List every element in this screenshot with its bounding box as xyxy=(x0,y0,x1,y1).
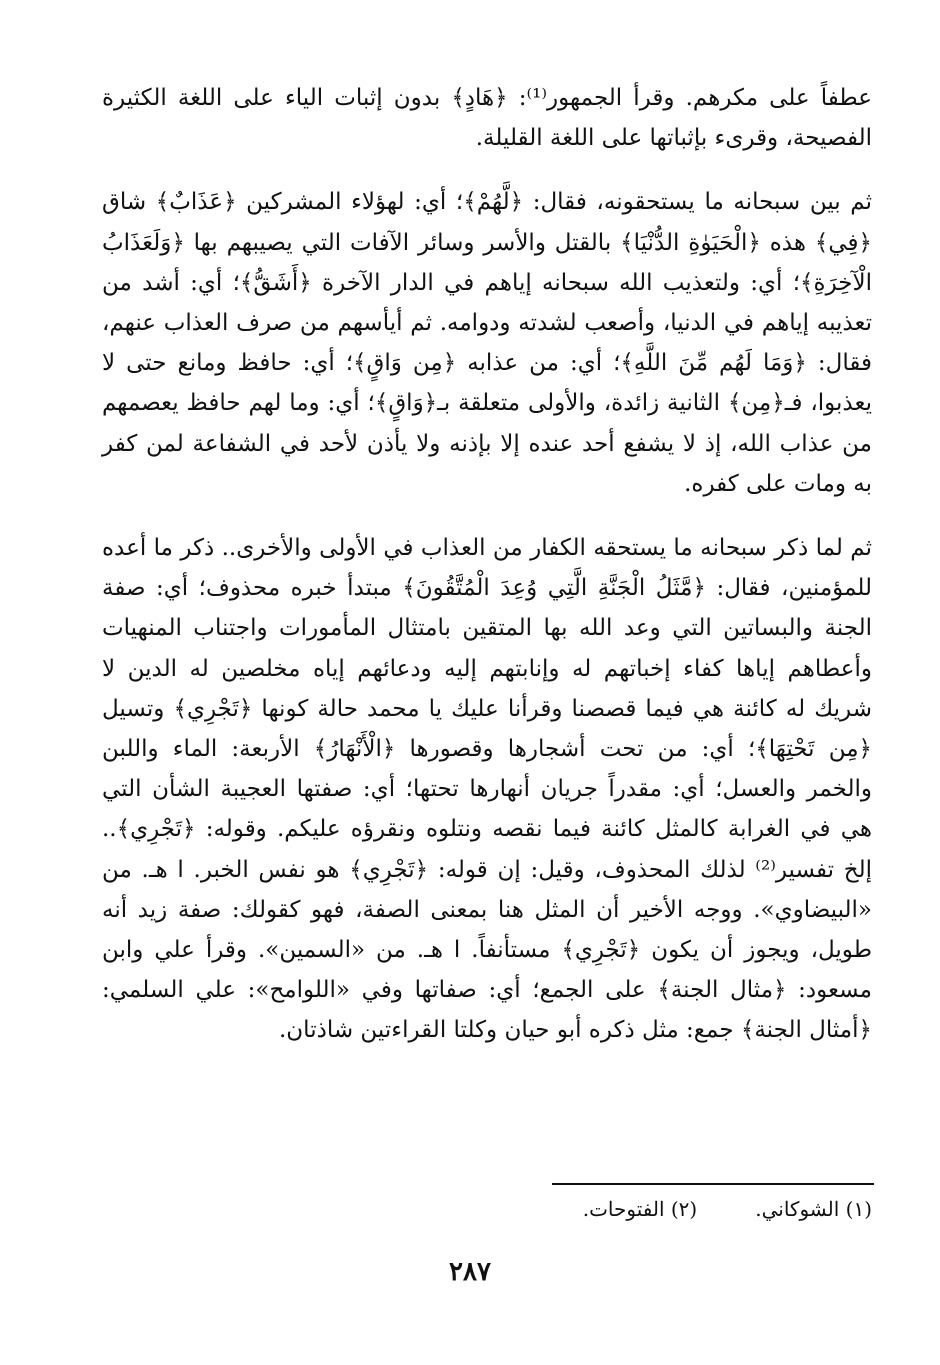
footnote-1: (١) الشوكاني. xyxy=(755,1197,872,1221)
paragraph-1: عطفاً على مكرهم. وقرأ الجمهور⁽¹⁾: ﴿هَادٍ﴾ بدون إثبات الياء على اللغة الكثيرة الفصيحة، وقرىء بإثباتها على اللغة القليلة. xyxy=(102,85,872,152)
footnote-2: (٢) الفتوحات. xyxy=(582,1197,698,1221)
page-number: ٢٨٧ xyxy=(449,1257,491,1287)
paragraph-3: ثم لما ذكر سبحانه ما يستحقه الكفار من العذاب في الأولى والأخرى.. ذكر ما أعده للمؤمنين، فقال: ﴿مَّثَلُ الْجَنَّةِ الَّتِي وُعِدَ الْمُتَّقُونَ﴾ مبتدأ خبره محذوف؛ أي: صفة الجنة والبساتين التي وعد الله بها المتقين بامتثال المأمورات واجتناب المنهيات وأعطاهم إياها كفاء إخباتهم له وإنابتهم إليه ودعائهم إياه مخلصين له الدين لا شريك له كائنة هي فيما قصصنا وقرأنا عليك يا محمد حالة كونها ﴿تَجْرِي﴾ وتسيل ﴿مِن تَحْتِهَا﴾؛ أي: من تحت أشجارها وقصورها ﴿الْأَنْهَارُ﴾ الأربعة: الماء واللبن والخمر والعسل؛ أي: مقدراً جريان أنهارها تحتها؛ أي: صفتها العجيبة الشأن التي هي في الغرابة كالمثل كائنة فيما نقصه ونتلوه ونقرؤه عليكم. وقوله: ﴿تَجْرِي﴾.. إلخ تفسير⁽²⁾ لذلك المحذوف، وقيل: إن قوله: ﴿تَجْرِي﴾ هو نفس الخبر. ا هـ. من «البيضاوي». ووجه الأخير أن المثل هنا بمعنى الصفة، فهو كقولك: صفة زيد أنه طويل، ويجوز أن يكون ﴿تَجْرِي﴾ مستأنفاً. ا هـ. من «السمين». وقرأ علي وابن مسعود: ﴿مثال الجنة﴾ على الجمع؛ أي: صفاتها وفي «اللوامح»: علي السلمي: ﴿أمثال الجنة﴾ جمع: مثل ذكره أبو حيان وكلتا القراءتين شاذتان. xyxy=(102,535,872,1044)
footnotes xyxy=(300,1194,872,1224)
paragraph-2: ثم بين سبحانه ما يستحقونه، فقال: ﴿لَّهُمْ﴾؛ أي: لهؤلاء المشركين ﴿عَذَابٌ﴾ شاق ﴿فِي﴾ هذه ﴿الْحَيَوٰةِ الدُّنْيَا﴾ بالقتل والأسر وسائر الآفات التي يصيبهم بها ﴿وَلَعَذَابُ الْآخِرَةِ﴾؛ أي: ولتعذيب الله سبحانه إياهم في الدار الآخرة ﴿أَشَقُّ﴾؛ أي: أشد من تعذيبه إياهم في الدنيا، وأصعب لشدته ودوامه. ثم أيأسهم من صرف العذاب عنهم، فقال: ﴿وَمَا لَهُم مِّنَ اللَّهِ﴾؛ أي: من عذابه ﴿مِن وَاقٍ﴾؛ أي: حافظ ومانع حتى لا يعذبوا، فـ﴿مِن﴾ الثانية زائدة، والأولى متعلقة بـ﴿وَاقٍ﴾؛ أي: وما لهم حافظ يعصمهم من عذاب الله، إذ لا يشفع أحد عنده إلا بإذنه ولا يأذن لأحد في الشفاعة لمن كفر به ومات على كفره. xyxy=(102,189,872,497)
footnote-separator xyxy=(552,1183,874,1185)
